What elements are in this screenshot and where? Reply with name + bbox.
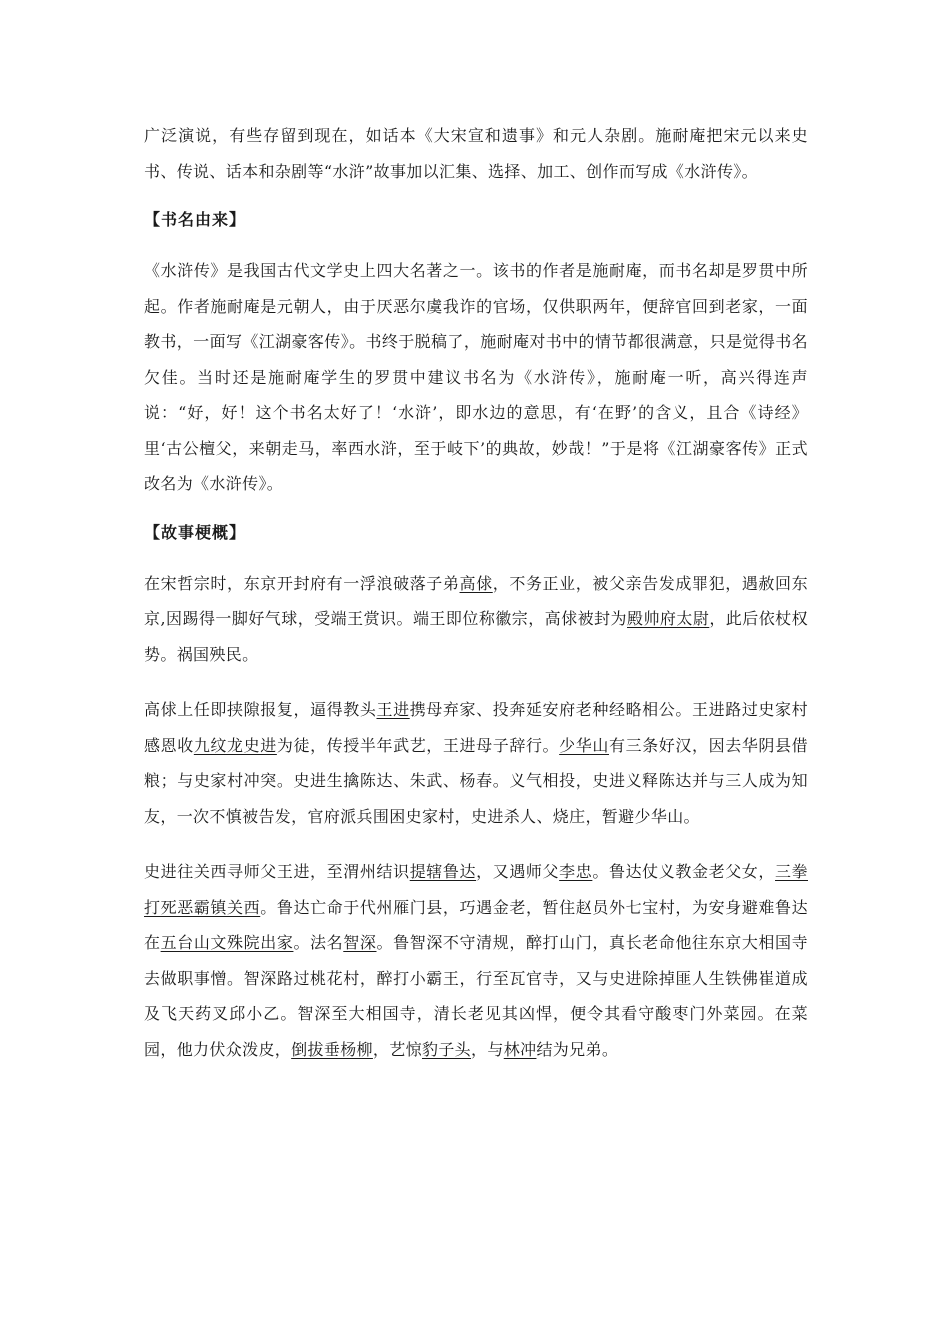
story-paragraph-1: [144, 566, 808, 673]
paragraph-text: 有三条好汉，因去华阴县借粮；与史家村冲突。史进生擒陈达、朱武、杨春。义气相投，史进义释陈达并与三人成为知友，一次不慎被告发，官府派兵围困史家村，史进杀人、烧庄，暂避少华山。: [144, 735, 808, 826]
paragraph-text: ，艺惊: [372, 1039, 422, 1059]
section-heading-story-summary: 【故事梗概】: [144, 522, 247, 542]
paragraph-text: ，不务正业，被父亲告发成罪犯，遇赦回东京,因踢得一脚好气球，受端王赏识。端王即位称徽宗，高俅被封为: [144, 573, 808, 628]
paragraph-text: 在宋哲宗时，东京开封府有一浮浪破落子弟: [144, 573, 460, 593]
paragraph-text: 《水浒传》是我国古代文学史上四大名著之一。该书的作者是施耐庵，而书名却是罗贯中所起。作者施耐庵是元朝人，由于厌恶尔虞我诈的官场，仅供职两年，便辞官回到老家，一面教书，一面写《江湖豪客传》。书终于脱稿了，施耐庵对书中的情节都很满意，只是觉得书名欠佳。当时还是施耐庵学生的罗贯中建议书名为《水浒传》，施耐庵一听，高兴得连声说：“好，好！这个书名太好了！‘水浒’，即水边的意思，有‘在野’的含义，且合《诗经》里‘古公檀父，来朝走马，率西水浒，至于岐下’的典故，妙哉！”于是将《江湖豪客传》正式改名为《水浒传》。: [144, 261, 808, 493]
link-panther-head[interactable]: 豹子头: [421, 1039, 472, 1059]
link-lu-da[interactable]: 提辖鲁达: [409, 862, 477, 881]
section-heading-title-origin: 【书名由来】: [144, 210, 247, 229]
link-li-zhong[interactable]: 李忠: [559, 862, 593, 881]
link-lin-chong[interactable]: 林冲: [503, 1039, 537, 1059]
paragraph-text: ，与: [471, 1039, 504, 1059]
paragraph-text: 。法名: [293, 933, 344, 952]
paragraph-text: 携母弃家、投奔延安府老种经略相公。王进路过史家村感恩收: [144, 700, 808, 755]
paragraph-text: 。鲁达仗义教金老父女，: [592, 862, 776, 881]
link-three-punches[interactable]: 三拳打死恶霸镇关西: [144, 862, 808, 917]
link-uproot-willow[interactable]: 倒拔垂杨柳: [291, 1039, 373, 1059]
link-dianshuaifu-taiwei[interactable]: 殿帅府太尉: [627, 609, 710, 628]
story-paragraph-3: [144, 854, 808, 1067]
link-shaohua-mountain[interactable]: 少华山: [559, 735, 609, 755]
paragraph-text: ，此后依杖权势。祸国殃民。: [144, 609, 808, 664]
paragraph-text: 高俅上任即挟隙报复，逼得教头: [144, 700, 377, 719]
story-paragraph-2: [144, 692, 808, 834]
paragraph-text: 结为兄弟。: [536, 1039, 619, 1059]
paragraph-text: ，又遇师父: [476, 862, 560, 881]
paragraph-text: 广泛演说，有些存留到现在，如话本《大宋宣和遗事》和元人杂剧。施耐庵把宋元以来史书、传说、话本和杂剧等“水浒”故事加以汇集、选择、加工、创作而写成《水浒传》。: [144, 126, 808, 181]
paragraph-text: 史进往关西寻师父王进，至渭州结识: [144, 862, 410, 881]
link-zhishen[interactable]: 智深: [343, 933, 377, 952]
title-origin-paragraph: [144, 253, 808, 502]
document-body: [144, 118, 808, 1087]
paragraph-text: 为徒，传授半年武艺，王进母子辞行。: [276, 735, 560, 755]
link-shi-jin[interactable]: 九纹龙史进: [193, 735, 277, 755]
paragraph-text: 。鲁智深不守清规，醉打山门，真长老命他往东京大相国寺去做职事憎。智深路过桃花村，醉打小霸王，行至瓦官寺，又与史进除掉匪人生铁佛崔道成及飞天药叉邱小乙。智深至大相国寺，清长老见其凶悍，便令其看守酸枣门外菜园。在菜园，他力伏众泼皮，: [144, 933, 808, 1059]
link-wutai-mountain[interactable]: 五台山文殊院出家: [160, 933, 294, 952]
link-wang-jin[interactable]: 王进: [376, 700, 410, 719]
intro-paragraph: [144, 118, 808, 189]
paragraph-text: 。鲁达亡命于代州雁门县，巧遇金老，暂住赵员外七宝村，为安身避难鲁达在: [144, 897, 808, 952]
link-gao-qiu[interactable]: 高俅: [459, 573, 493, 593]
